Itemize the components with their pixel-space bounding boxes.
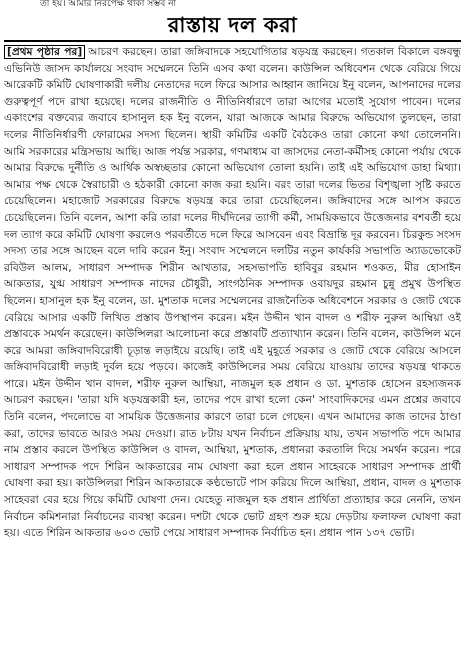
previous-article-fragment: তী হয়। আমার নিরপেক্ষ থাকা সম্ভব না [40,0,177,9]
continued-from-label: [প্রথম পৃষ্ঠার পর] [4,45,85,59]
article-body [4,44,461,647]
headline-rule [4,40,461,42]
article-paragraph [4,44,461,542]
article-text: আচরণ করছেন। তারা জঙ্গিবাদকে সহযোগিতার ষড়যন্ত্র করছেন। গতকাল বিকালে বঙ্গবন্ধু এভিনিউ জাসদ কার্যালয়ে সংবাদ সম্মেলনে তিনি এসব কথা বলেন। কাউন্সিল অধিবেশন থেকে বেরিয়ে গিয়ে আরেকটি কমিটি ঘোষণাকারী দলীয় নেতাদের দলে ফিরে আসার আহ্বান জানিয়ে ইনু বলেন, আপনাদের দলের গুরুত্বপূর্ণ পদে রাখা হয়েছে। দলের রাজনীতি ও নীতিনির্ধারণে তারা আগের মতোই সুযোগ পাবেন। দলের একাংশের বক্তব্যের জবাবে হাসানুল হক ইনু বলেন, যারা আজকে আমার বিরুদ্ধে অভিযোগ তুলছেন, তারা দলের নীতিনির্ধারণী ফোরামের সদস্য ছিলেন। স্থায়ী কমিটির একটি বৈঠকেও তারা কোনো কথা তোলেননি। আমি সরকারের মন্ত্রিসভায় আছি। আজ পর্যন্ত সরকার, গণমাধ্যম বা জাসদের নেতা-কর্মীসহ কোনো পর্যায় থেকে আমার বিরুদ্ধে দুর্নীতি ও আর্থিক অস্বচ্ছতার কোনো অভিযোগ তোলা হয়নি। তাই এই অভিযোগ ডাহা মিথ্যা। আমার পক্ষ থেকে স্বৈরাচারী ও হঠকারী কোনো কাজ করা হয়নি। বরং তারা দলের ভিতর বিশৃঙ্খলা সৃষ্টি করতে চেয়েছিলেন। মহাজোট সরকারের বিরুদ্ধে ষড়যন্ত্র করে তারা চেয়েছিলেন। জঙ্গিবাদের সঙ্গে আপস করতে চেয়েছিলেন। তিনি বলেন, আশা করি তারা দলের দীর্ঘদিনের ত্যাগী কর্মী, সাময়িকভাবে উত্তেজনার বশবর্তী হয়ে দল ত্যাগ করে কমিটি ঘোষণা করলেও পরবর্তীতে দলে ফিরে আসবেন এবং বিভ্রান্তি দূর করবেন। চিরকুন্ড সংসদ সদস্য তার সঙ্গে আছেন বলে দাবি করেন ইনু। সংবাদ সম্মেলনে দলটির নতুন কার্যকরি সভাপতি অ্যাডভোকেট রবিউল আলম, সাধারণ সম্পাদক শিরীন আখতার, সহসভাপতি হাবিবুর রহমান শওকত, মীর হোসাইন আকতার, যুগ্ম সাধারণ সম্পাদক নাদের চৌধুরী, সাংগঠনিক সম্পাদক ওবায়দুর রহমান চুন্নু প্রমুখ উপস্থিত ছিলেন। হাসানুল হক ইনু বলেন, ডা. মুশতাক দলের সম্মেলনের রাজনৈতিক অধিবেশনে সরকার ও জোট থেকে বেরিয়ে আসার একটি লিখিত প্রস্তাব উপস্থাপন করেন। মইন উদ্দীন খান বাদল ও শরীফ নুরুল আম্বিয়া ওই প্রস্তাবকে সমর্থন করেছেন। কাউন্সিলরা আলোচনা করে প্রস্তাবটি প্রত্যাখ্যান করেন। তিনি বলেন, কাউন্সিল মনে করে আমরা জঙ্গিবাদবিরোধী চূড়ান্ত লড়াইয়ে রয়েছি। তাই এই মুহূর্তে সরকার ও জোট থেকে বেরিয়ে আসলে জঙ্গিবাদবিরোধী লড়াই দুর্বল হয়ে পড়বে। কাজেই কাউন্সিলের সময় বেরিয়ে যাওয়ায় তাদের ষড়যন্ত্র থাকতে পারে। মইন উদ্দীন খান বাদল, শরীফ নুরুল আম্বিয়া, নাজমুল হক প্রধান ও ডা. মুশতাক হোসেন রহস্যজনক আচরণ করছেন। 'তারা যদি ষড়যন্ত্রকারী হন, তাদের পদে রাখা হলো কেন' সাংবাদিকদের এমন প্রশ্নের জবাবে তিনি বলেন, পদলোভে বা সাময়িক উত্তেজনার কারণে তারা চলে গেছেন। এখন আমাদের কাজ তাদের ঠাণ্ডা করা, তাদের ভাবতে আরও সময় দেওয়া। রাত ৮টায় যখন নির্বাচন প্রক্রিয়ায় যায়, তখন সভাপতি পদে আমার নাম প্রস্তাব করলে উপস্থিত কাউন্সিল ও বাদল, আম্বিয়া, মুশতাক, প্রধানরা করতালি দিয়ে সমর্থন করেন। পরে সাধারণ সম্পাদক পদে শিরিন আকতারের নাম ঘোষণা করা হলে প্রধান সাহেবকে সাধারণ সম্পাদক প্রার্থী ঘোষণা করা হয়। কাউন্সিলরা শিরিন আকতারকে কণ্ঠভোটে পাস করিয়ে দিলে আম্বিয়া, প্রধান, বাদল ও মুশতাক সাহেবরা বের হয়ে গিয়ে কমিটি ঘোষণা দেন। যেহেতু নাজমুল হক প্রধান প্রার্থিতা প্রত্যাহার করে নেননি, তখন নির্বাচন কমিশনারা নির্বাচনের ব্যবস্থা করেন। দশটা থেকে ভোট গ্রহণ শুরু হয়ে দেড়টায় ফলাফল ঘোষণা করা হয়। এতে শিরিন আকতার ৬০৩ ভোট পেয়ে সাধারণ সম্পাদক নির্বাচিত হন। প্রধান পান ১৩৭ ভোট। [4,46,461,540]
headline: রাস্তায় দল করা [167,13,298,37]
